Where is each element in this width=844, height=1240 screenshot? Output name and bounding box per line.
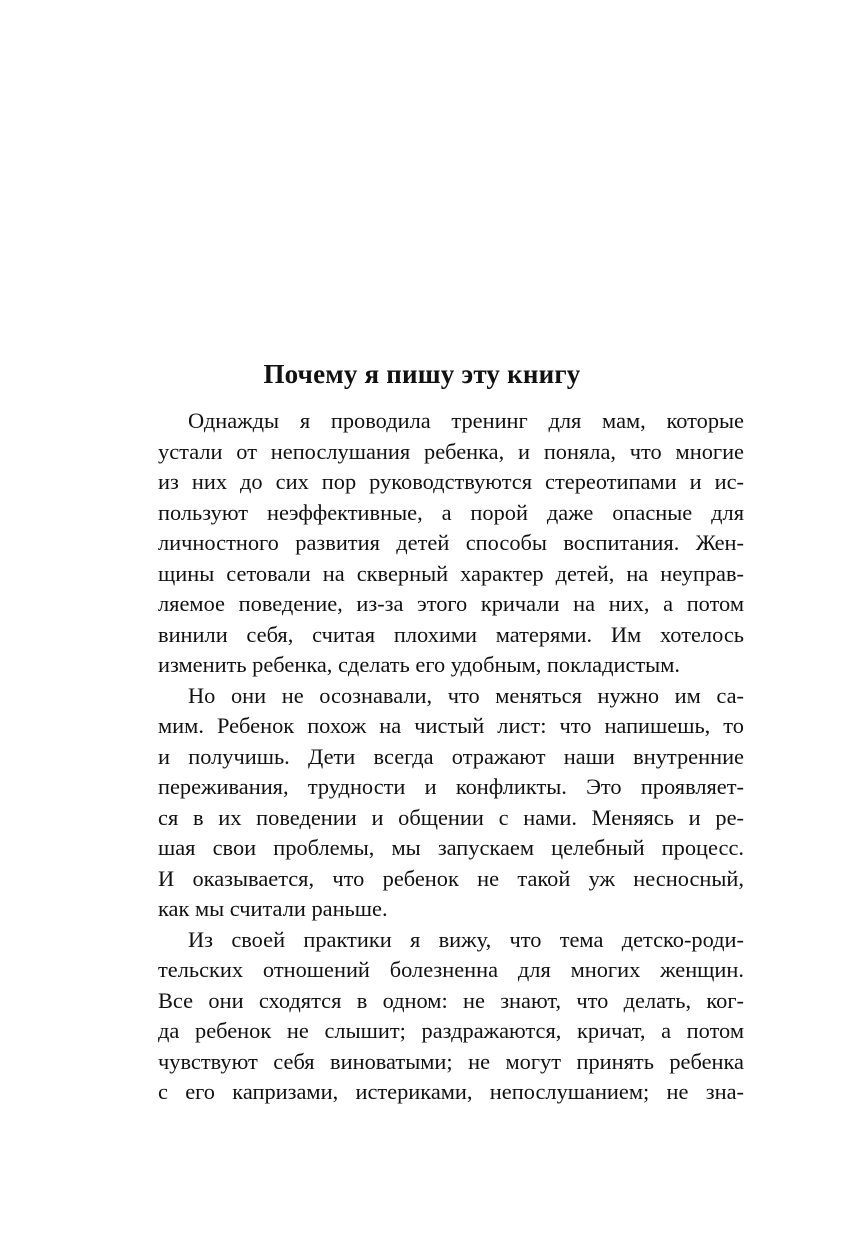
paragraph-1: [158, 406, 744, 681]
text-line: личностного развития детей способы воспитания. Жен-: [158, 530, 744, 555]
text-line: с его капризами, истериками, непослушанием; не зна-: [158, 1079, 744, 1104]
text-line: как мы считали раньше.: [158, 896, 388, 921]
text-line: И оказывается, что ребенок не такой уж несносный,: [158, 865, 744, 891]
text-line: устали от непослушания ребенка, и поняла, что многие: [158, 438, 744, 464]
chapter-title: Почему я пишу эту книгу: [263, 359, 581, 389]
text-line: мим. Ребенок похож на чистый лист: что напишешь, то: [158, 713, 744, 738]
text-line: переживания, трудности и конфликты. Это проявляет-: [158, 774, 744, 799]
text-line: винили себя, считая плохими матерями. Им хотелось: [158, 621, 744, 647]
text-line: чувствуют себя виноватыми; не могут принять ребенка: [158, 1048, 744, 1074]
body-text: [158, 406, 744, 1108]
text-line: щины сетовали на скверный характер детей, на неуправ-: [158, 560, 744, 586]
text-line: Все они сходятся в одном: не знают, что делать, ког-: [158, 987, 744, 1013]
paragraph-3: [158, 925, 744, 1108]
text-line: тельских отношений болезненна для многих женщин.: [158, 957, 744, 982]
paragraph-2: [158, 681, 744, 925]
text-line: шая свои проблемы, мы запускаем целебный процесс.: [158, 835, 744, 860]
text-line: Из своей практики я вижу, что тема детско-роди-: [188, 926, 744, 952]
text-line: пользуют неэффективные, а порой даже опасные для: [158, 499, 744, 525]
text-line: да ребенок не слышит; раздражаются, кричат, а потом: [158, 1018, 744, 1043]
text-line: ся в их поведении и общении с нами. Меняясь и ре-: [158, 804, 744, 830]
text-line: из них до сих пор руководствуются стереотипами и ис-: [158, 469, 744, 494]
text-line: и получишь. Дети всегда отражают наши внутренние: [158, 743, 744, 769]
text-line: ляемое поведение, из-за этого кричали на них, а потом: [158, 591, 744, 616]
text-line: изменить ребенка, сделать его удобным, покладистым.: [158, 652, 680, 677]
text-line: Но они не осознавали, что меняться нужно им са-: [188, 682, 744, 708]
text-line: Однажды я проводила тренинг для мам, которые: [188, 408, 744, 433]
